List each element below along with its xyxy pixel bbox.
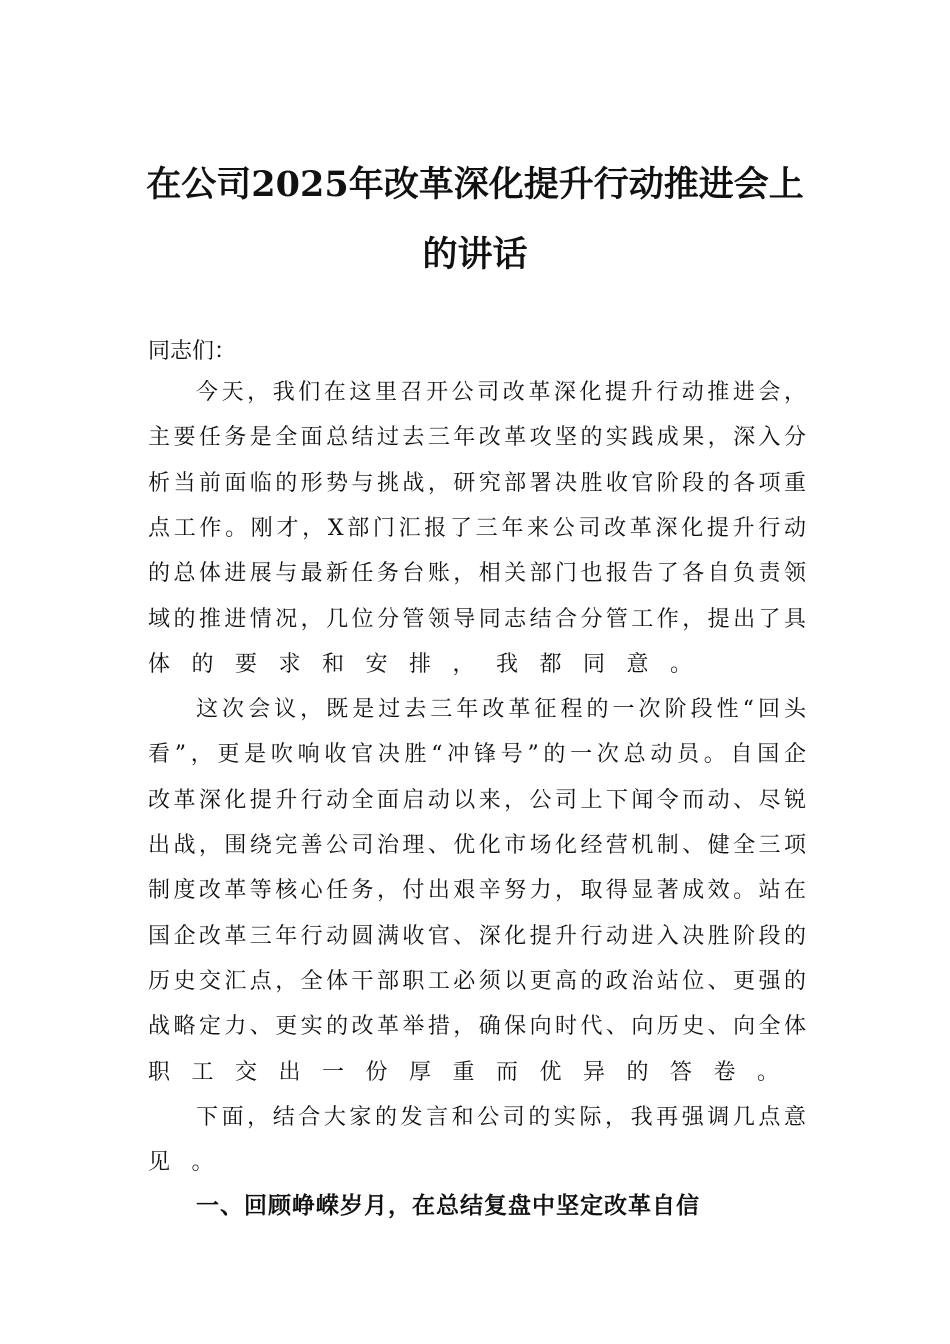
paragraph-1-line: 析当前面临的形势与挑战，研究部署决胜收官阶段的各项重 <box>148 470 806 496</box>
paragraph-2-line: 出战，围绕完善公司治理、优化市场化经营机制、健全三项 <box>148 833 806 858</box>
paragraph-1-line: 今天，我们在这里召开公司改革深化提升行动推进会， <box>196 380 806 405</box>
paragraph-1-line: 体的要求和安排，我都同意。 <box>148 651 714 677</box>
paragraph-1-line: 的总体进展与最新任务台账，相关部门也报告了各自负责领 <box>148 561 806 587</box>
paragraph-1-line: 域的推进情况，几位分管领导同志结合分管工作，提出了具 <box>148 606 806 632</box>
paragraph-2-line: 看”，更是吹响收官决胜“冲锋号”的一次总动员。自国企 <box>148 742 806 768</box>
paragraph-3-line: 下面，结合大家的发言和公司的实际，我再强调几点意 <box>196 1104 806 1130</box>
salutation: 同志们： <box>148 339 237 364</box>
paragraph-2-line: 职工交出一份厚重而优异的答卷。 <box>148 1059 801 1085</box>
paragraph-2-line: 制度改革等核心任务，付出艰辛努力，取得显著成效。站在 <box>148 878 806 904</box>
paragraph-2-line: 历史交汇点，全体干部职工必须以更高的政治站位、更强的 <box>148 968 806 994</box>
paragraph-2-line: 改革深化提升行动全面启动以来，公司上下闻令而动、尽锐 <box>148 787 806 813</box>
document-title-line-2: 的讲话 <box>422 234 528 275</box>
section-heading: 一、回顾峥嵘岁月，在总结复盘中坚定改革自信 <box>196 1193 700 1220</box>
document-title-line-1: 在公司2025年改革深化提升行动推进会上 <box>146 164 804 205</box>
paragraph-1-line: 点工作。刚才，X部门汇报了三年来公司改革深化提升行动 <box>148 515 806 541</box>
paragraph-3-line: 见。 <box>148 1150 236 1176</box>
paragraph-2-line: 这次会议，既是过去三年改革征程的一次阶段性“回头 <box>196 697 806 723</box>
paragraph-2-line: 国企改革三年行动圆满收官、深化提升行动进入决胜阶段的 <box>148 923 806 949</box>
paragraph-1-line: 主要任务是全面总结过去三年改革攻坚的实践成果，深入分 <box>148 425 806 451</box>
paragraph-2-line: 战略定力、更实的改革举措，确保向时代、向历史、向全体 <box>148 1014 806 1040</box>
